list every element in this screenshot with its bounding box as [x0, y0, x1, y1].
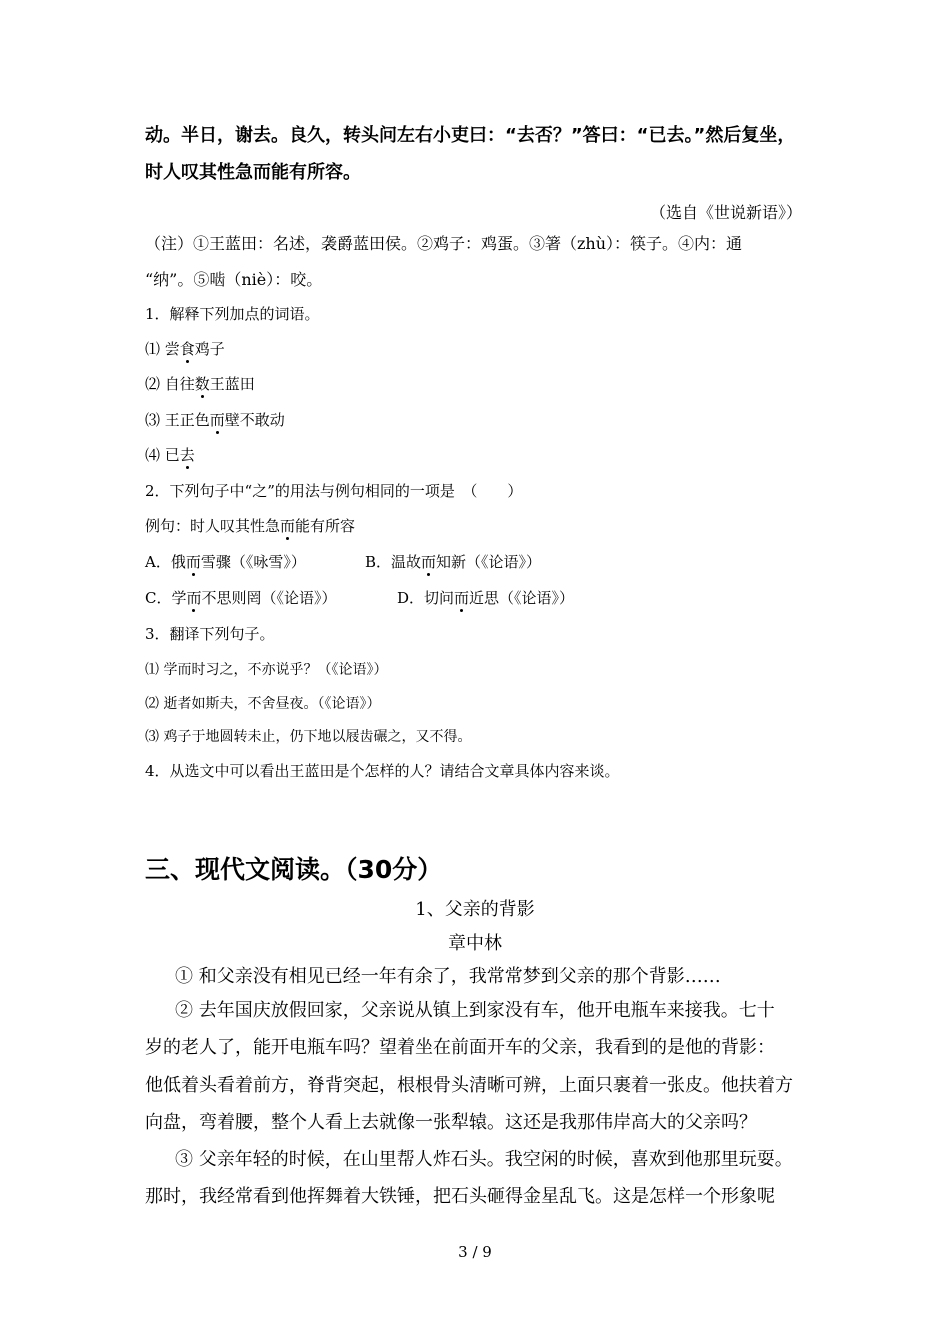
q2-option-d: D．切问而近思（《论语》） [397, 589, 575, 607]
article-line: 岁的老人了，能开电瓶车吗？望着坐在前面开车的父亲，我看到的是他的背影： [145, 1037, 775, 1058]
article-author: 章中林 [448, 933, 502, 954]
q3-stem: 3．翻译下列句子。 [145, 625, 275, 643]
dotted-char: 去 [179, 446, 195, 464]
dotted-char: 而 [421, 553, 437, 571]
q2-option-a: A．俄而雪骤（《咏雪》） [145, 553, 306, 571]
q3-item: ⑶ 鸡子于地圆转未止，仍下地以屐齿碾之，又不得。 [145, 729, 472, 745]
article-line: ② 去年国庆放假回家，父亲说从镇上到家没有车，他开电瓶车来接我。七十 [175, 1000, 775, 1021]
q2-option-b: B．温故而知新（《论语》） [365, 553, 542, 571]
dotted-char: 而 [185, 553, 201, 571]
article-line: ③ 父亲年轻的时候，在山里帮人炸石头。我空闲的时候，喜欢到他那里玩耍。 [175, 1149, 793, 1170]
dotted-char: 而 [454, 589, 470, 607]
article-title: 1、父亲的背影 [415, 899, 535, 920]
q1-item: ⑶ 王正色而壁不敢动 [145, 411, 285, 429]
notes-line-1: （注）①王蓝田：名述，袭爵蓝田侯。②鸡子：鸡蛋。③箸（zhù）：筷子。④内：通 [145, 234, 743, 253]
q2-example: 例句：时人叹其性急而能有所容 [145, 517, 356, 535]
dotted-char: 食 [179, 340, 195, 358]
q1-stem: 1．解释下列加点的词语。 [145, 305, 320, 323]
article-line: ① 和父亲没有相见已经一年有余了，我常常梦到父亲的那个背影…… [175, 966, 721, 987]
section-heading: 三、现代文阅读。（30分） [145, 855, 443, 884]
dotted-char: 而 [186, 589, 202, 607]
q4-stem: 4．从选文中可以看出王蓝田是个怎样的人？请结合文章具体内容来谈。 [145, 762, 620, 780]
page-number: 3 / 9 [458, 1243, 492, 1261]
q2-stem: 2．下列句子中“之”的用法与例句相同的一项是 （ ） [145, 482, 523, 500]
q1-item: ⑵ 自往数王蓝田 [145, 375, 255, 393]
q1-item: ⑷ 已去 [145, 446, 195, 464]
article-line: 向盘，弯着腰，整个人看上去就像一张犁辕。这还是我那伟岸高大的父亲吗？ [145, 1112, 757, 1133]
dotted-char: 而 [209, 411, 225, 429]
q2-option-c: C．学而不思则罔（《论语》） [145, 589, 337, 607]
q3-item: ⑵ 逝者如斯夫，不舍昼夜。（《论语》） [145, 696, 381, 712]
dotted-char: 数 [194, 375, 210, 393]
passage-source: （选自《世说新语》） [650, 203, 803, 222]
article-line: 他低着头看着前方，脊背突起，根根骨头清晰可辨，上面只裹着一张皮。他扶着方 [145, 1075, 793, 1096]
q1-item: ⑴ 尝食鸡子 [145, 340, 225, 358]
article-line: 那时，我经常看到他挥舞着大铁锤，把石头砸得金星乱飞。这是怎样一个形象呢 [145, 1186, 775, 1207]
dotted-char: 而 [280, 517, 296, 535]
passage-line-2: 时人叹其性急而能有所容。 [145, 162, 361, 183]
notes-line-2: “纳”。⑤啮（niè）：咬。 [145, 270, 323, 289]
q3-item: ⑴ 学而时习之，不亦说乎？（《论语》） [145, 662, 388, 678]
passage-line-1: 动。半日，谢去。良久，转头问左右小吏曰：“去否？”答曰：“已去。”然后复坐， [145, 125, 796, 146]
